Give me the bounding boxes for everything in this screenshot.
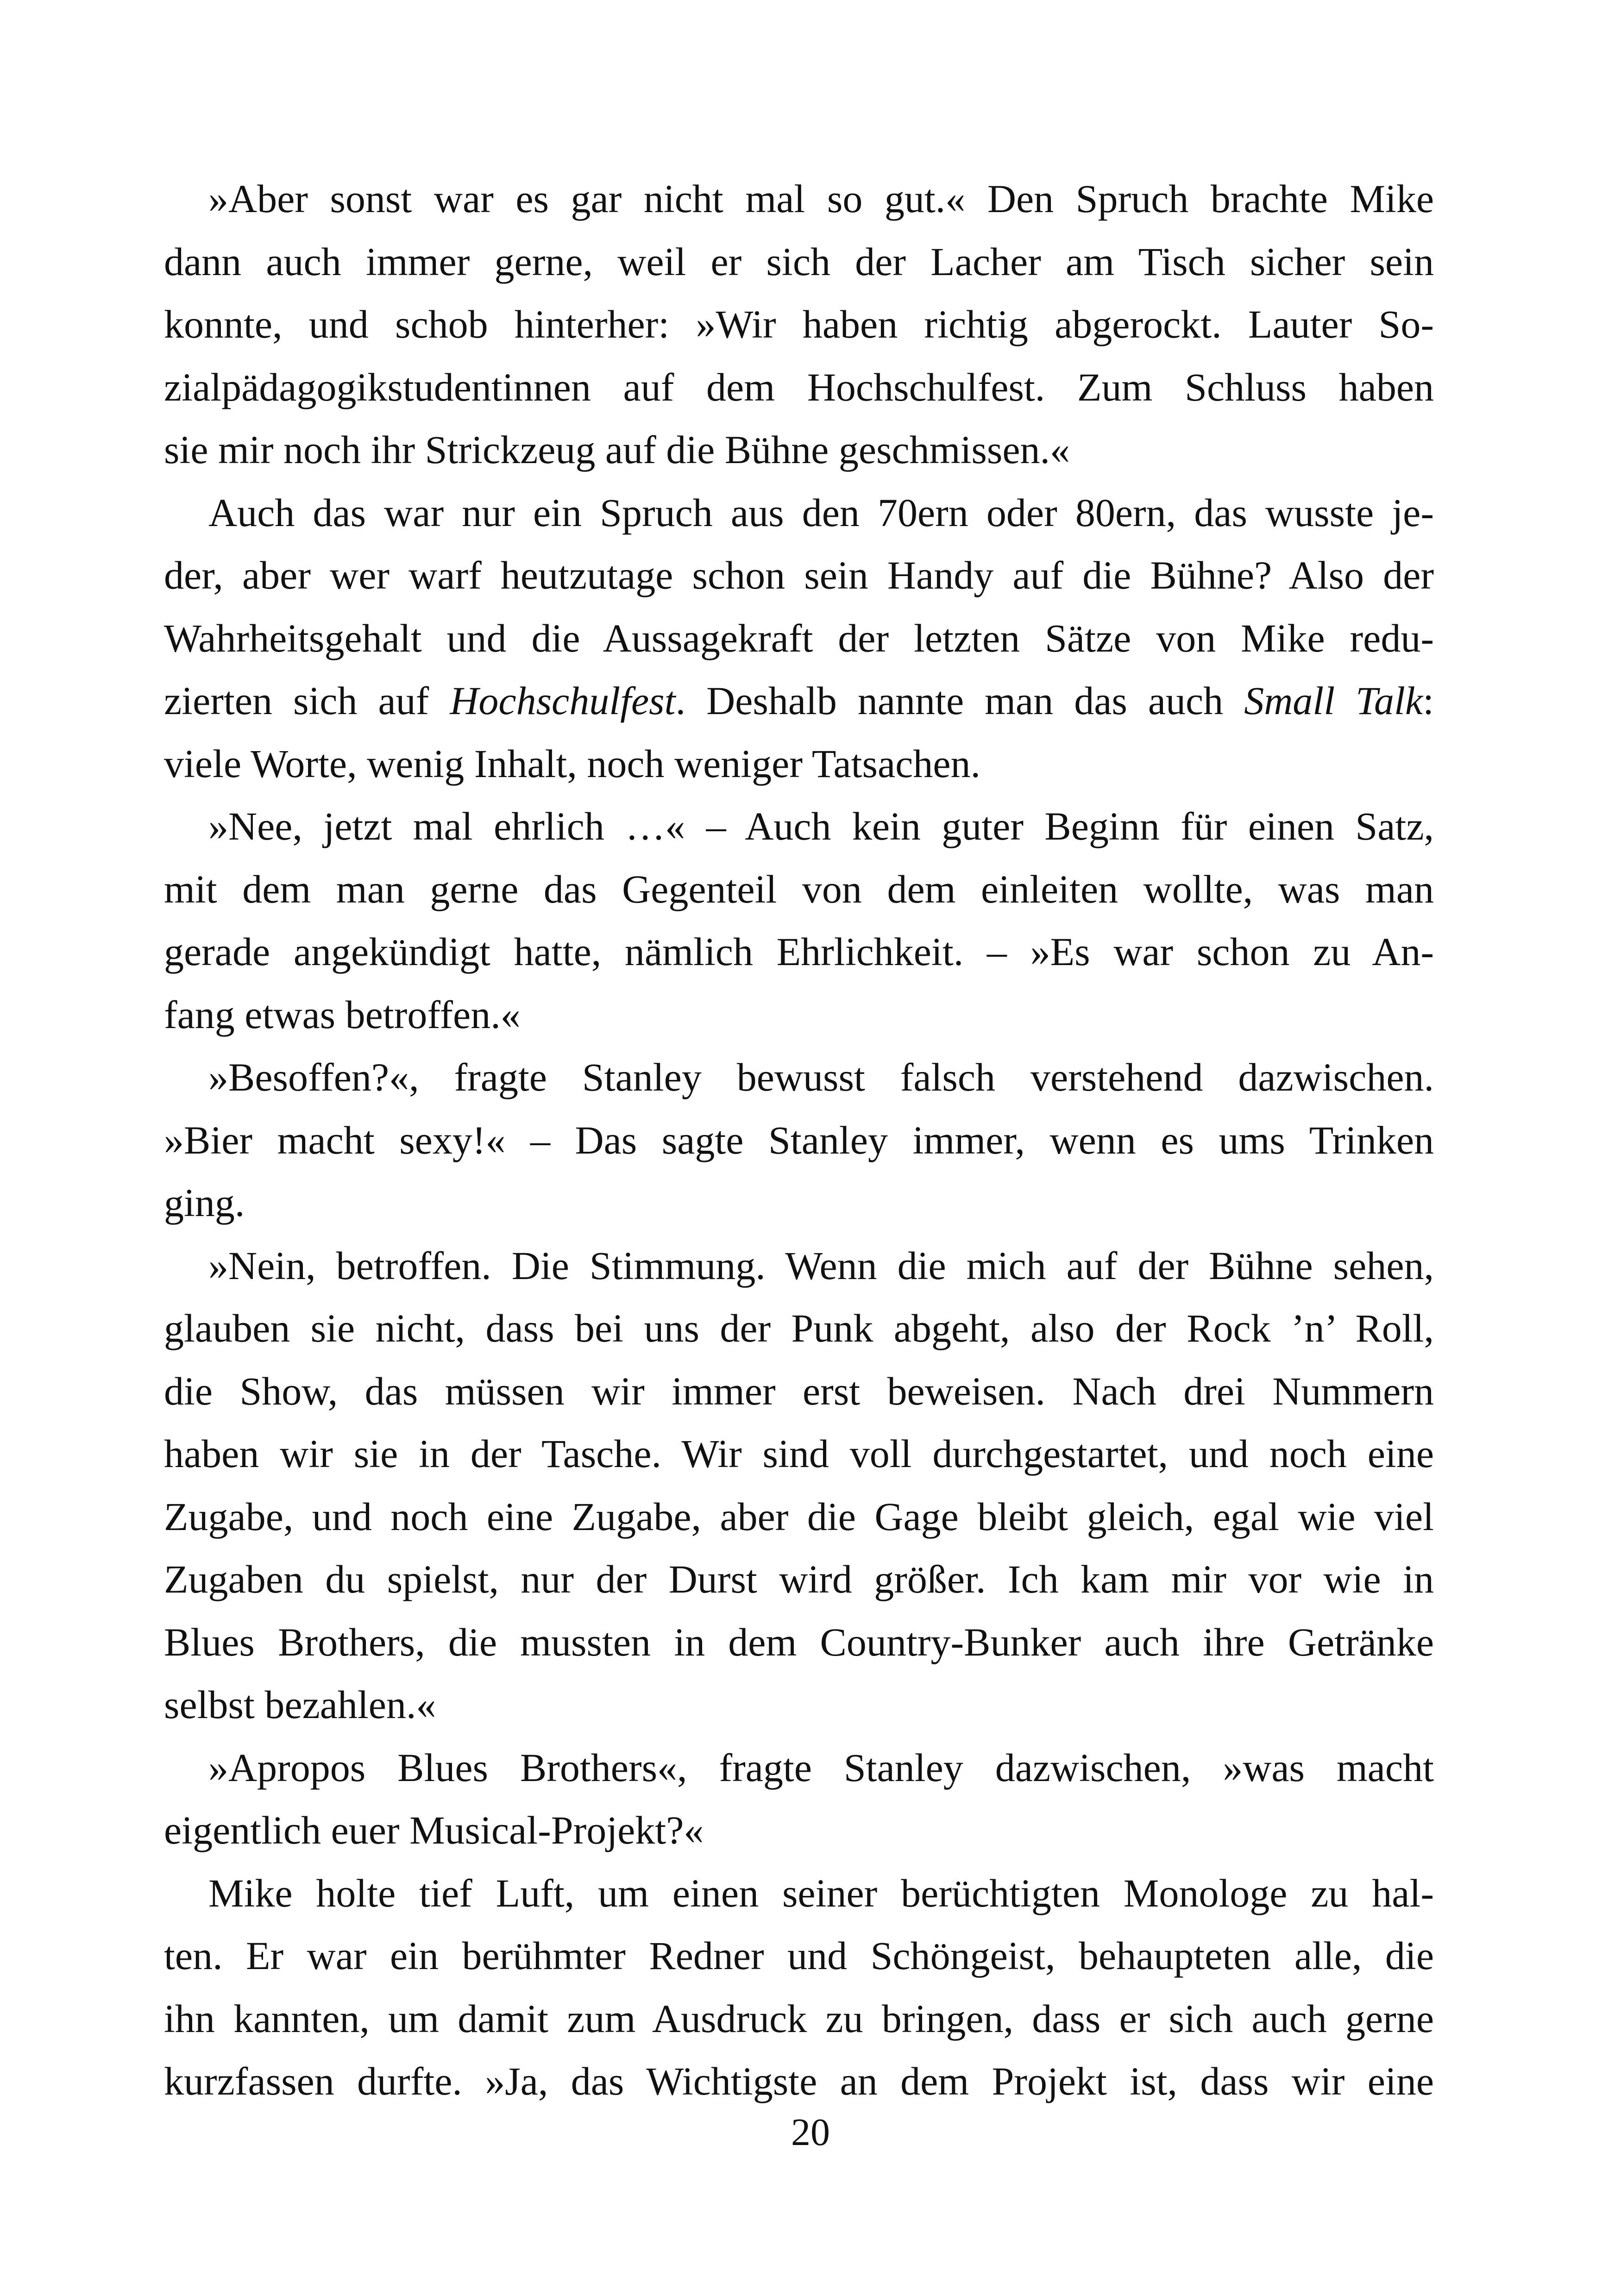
text-segment: . Deshalb nannte man das auch bbox=[675, 678, 1244, 723]
text-segment: zierten sich auf bbox=[164, 678, 450, 723]
paragraph bbox=[164, 168, 1434, 482]
text-line: »Nee, jetzt mal ehrlich …« – Auch kein guter Beginn für einen Satz, bbox=[208, 804, 1434, 848]
text-line: haben wir sie in der Tasche. Wir sind voll durchgestartet, und noch eine bbox=[164, 1431, 1434, 1476]
text-line: ging. bbox=[164, 1180, 245, 1225]
text-line: mit dem man gerne das Gegenteil von dem einleiten wollte, was man bbox=[164, 866, 1434, 911]
text-line: zialpädagogikstudentinnen auf dem Hochschulfest. Zum Schluss haben bbox=[164, 364, 1434, 409]
text-line: der, aber wer warf heutzutage schon sein Handy auf die Bühne? Also der bbox=[164, 553, 1434, 597]
text-line: Wahrheitsgehalt und die Aussagekraft der letzten Sätze von Mike redu- bbox=[164, 615, 1434, 660]
text-line: Auch das war nur ein Spruch aus den 70ern oder 80ern, das wusste je- bbox=[208, 490, 1434, 535]
text-line: sie mir noch ihr Strickzeug auf die Bühne geschmissen.« bbox=[164, 427, 1070, 472]
text-line: Zugabe, und noch eine Zugabe, aber die Gage bleibt gleich, egal wie viel bbox=[164, 1494, 1434, 1539]
text-line bbox=[164, 670, 1434, 733]
text-line: viele Worte, wenig Inhalt, noch weniger Tatsachen. bbox=[164, 741, 980, 786]
text-line: fang etwas betroffen.« bbox=[164, 992, 521, 1037]
text-line: eigentlich euer Musical-Projekt?« bbox=[164, 1808, 704, 1852]
text-line: selbst bezahlen.« bbox=[164, 1682, 436, 1727]
italic-text: Hochschulfest bbox=[450, 678, 676, 723]
text-line: ihn kannten, um damit zum Ausdruck zu bringen, dass er sich auch gerne bbox=[164, 1996, 1434, 2041]
paragraph bbox=[164, 1046, 1434, 1235]
text-line: glauben sie nicht, dass bei uns der Punk abgeht, also der Rock ’n’ Roll, bbox=[164, 1306, 1434, 1350]
text-line: »Nein, betroffen. Die Stimmung. Wenn die mich auf der Bühne sehen, bbox=[208, 1243, 1434, 1288]
text-line: dann auch immer gerne, weil er sich der Lacher am Tisch sicher sein bbox=[164, 239, 1434, 284]
text-line: »Bier macht sexy!« – Das sagte Stanley immer, wenn es ums Trinken bbox=[164, 1117, 1434, 1162]
paragraph bbox=[164, 1862, 1434, 2113]
text-line: »Besoffen?«, fragte Stanley bewusst falsch verstehend dazwischen. bbox=[208, 1055, 1434, 1099]
text-line: gerade angekündigt hatte, nämlich Ehrlichkeit. – »Es war schon zu An- bbox=[164, 929, 1434, 974]
text-line: Zugaben du spielst, nur der Durst wird größer. Ich kam mir vor wie in bbox=[164, 1557, 1434, 1601]
body-text bbox=[164, 168, 1434, 2113]
text-segment: : bbox=[1423, 678, 1434, 723]
paragraph bbox=[164, 795, 1434, 1046]
italic-text: Small Talk bbox=[1244, 678, 1423, 723]
text-line: »Aber sonst war es gar nicht mal so gut.« Den Spruch brachte Mike bbox=[208, 176, 1434, 221]
text-line: ten. Er war ein berühmter Redner und Schöngeist, behaupteten alle, die bbox=[164, 1933, 1434, 1978]
paragraph bbox=[164, 1235, 1434, 1737]
text-line: die Show, das müssen wir immer erst beweisen. Nach drei Nummern bbox=[164, 1368, 1434, 1413]
text-line: Mike holte tief Luft, um einen seiner berüchtigten Monologe zu hal- bbox=[208, 1870, 1434, 1915]
text-line: »Apropos Blues Brothers«, fragte Stanley dazwischen, »was macht bbox=[208, 1745, 1434, 1790]
paragraph bbox=[164, 482, 1434, 796]
page-number: 20 bbox=[791, 2111, 830, 2154]
text-line: konnte, und schob hinterher: »Wir haben richtig abgerockt. Lauter So- bbox=[164, 302, 1434, 346]
text-line: kurzfassen durfte. »Ja, das Wichtigste an dem Projekt ist, dass wir eine bbox=[164, 2059, 1434, 2103]
paragraph bbox=[164, 1737, 1434, 1862]
text-line: Blues Brothers, die mussten in dem Country-Bunker auch ihre Getränke bbox=[164, 1619, 1434, 1664]
